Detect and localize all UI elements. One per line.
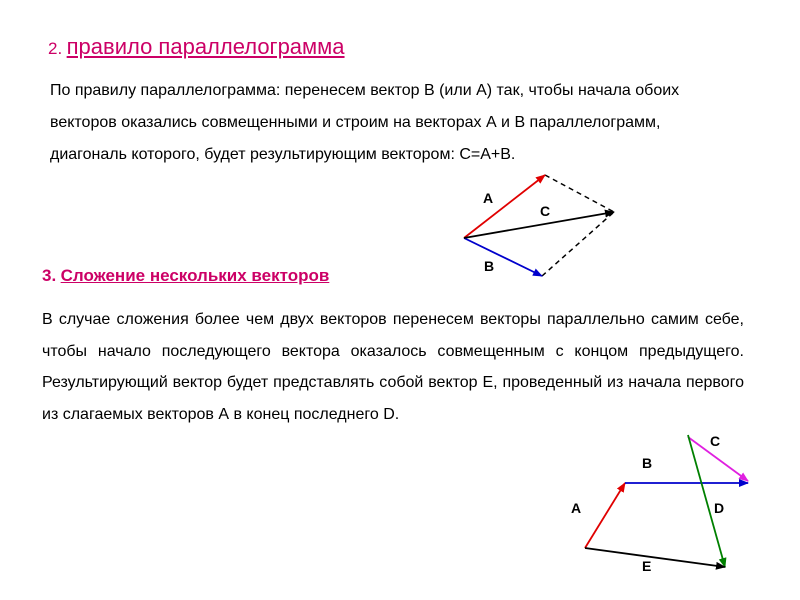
- vector-a2-label: A: [571, 500, 582, 516]
- vector-a2-arrow: [585, 483, 625, 548]
- parallelogram-dashed-top: [545, 175, 614, 212]
- vector-a-label: A: [483, 190, 494, 206]
- section-3-paragraph: В случае сложения более чем двух векторов перенесем векторы параллельно самим себе, чтобы начало последующего вектора оказалось совмещенным с концом предыдущего. Результирующий вектор будет представлять собой вектор Е, проведенный из начала первого из слагаемых векторов А в конец последнего D.: [42, 311, 744, 423]
- section-2-paragraph: По правилу параллелограмма: перенесем вектор В (или А) так, чтобы начала обоих векторов оказались совмещенными и строим на векторах А и В параллелограмм, диагональ которого, будет результирующим вектором: С=А+В.: [50, 82, 680, 163]
- vector-b-arrow: [464, 238, 542, 276]
- vector-e-arrow: [585, 548, 725, 567]
- vector-d-label: D: [714, 500, 725, 516]
- section-3-heading: [42, 266, 329, 286]
- parallelogram-diagram: [440, 160, 640, 290]
- parallelogram-dashed-bottom: [542, 212, 614, 276]
- vector-c-label: C: [540, 203, 551, 219]
- section-2-heading: [48, 34, 345, 60]
- vector-a-arrow: [464, 175, 545, 238]
- vector-c-arrow: [464, 212, 614, 238]
- vector-b2-label: B: [642, 455, 653, 471]
- section-3-title: Сложение нескольких векторов: [60, 266, 330, 285]
- vector-c2-label: C: [710, 433, 721, 449]
- section-3-number: 3.: [42, 266, 57, 285]
- polygon-diagram: [560, 425, 760, 585]
- section-2-title: правило параллелограмма: [66, 34, 345, 59]
- section-2-number: 2.: [48, 39, 63, 58]
- vector-e-label: E: [642, 558, 652, 574]
- vector-b-label: B: [484, 258, 495, 274]
